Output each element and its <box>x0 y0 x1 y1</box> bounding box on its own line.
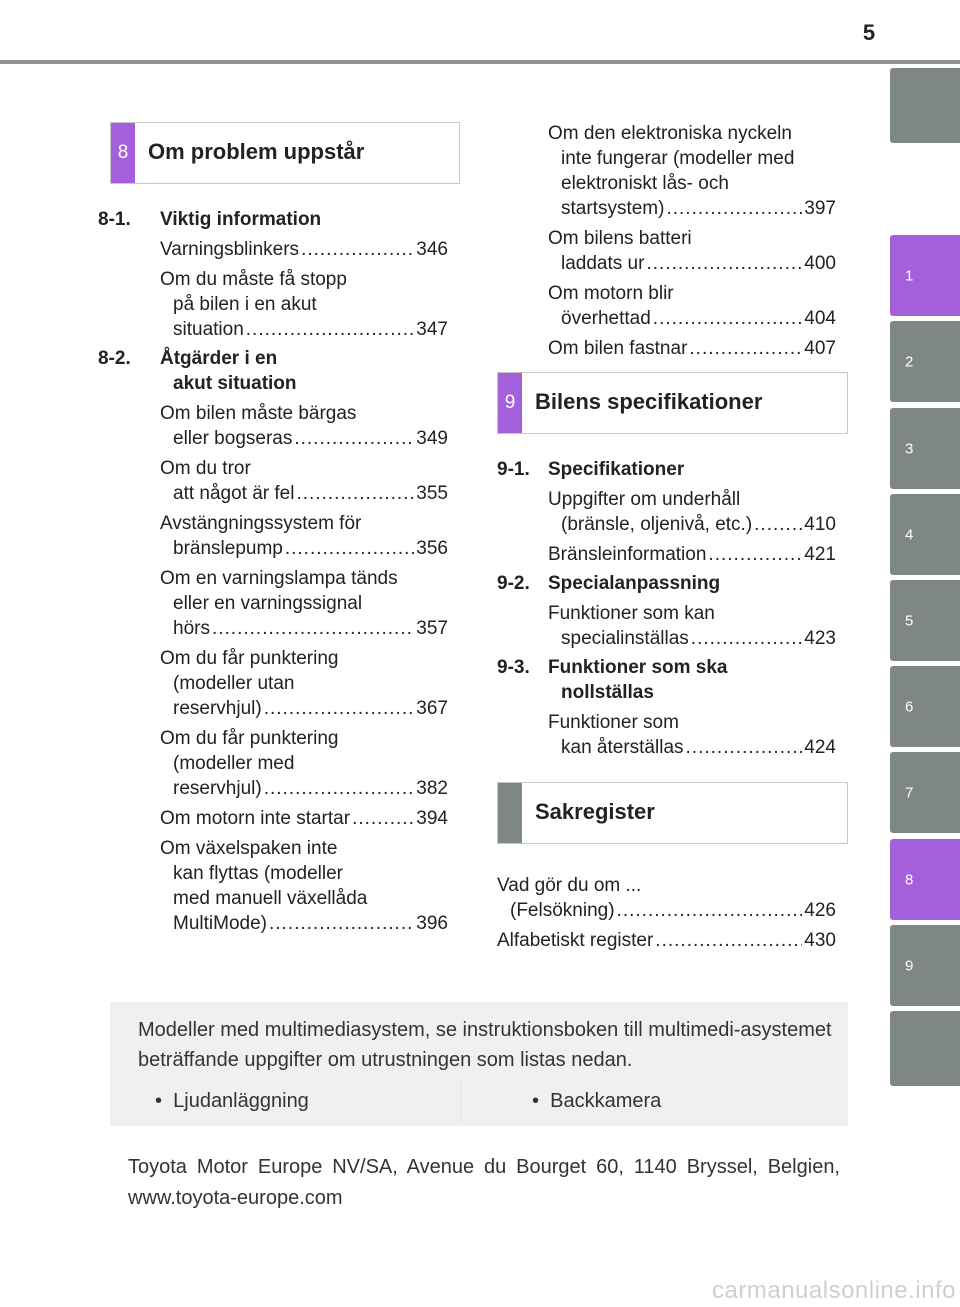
note-divider <box>460 1080 461 1122</box>
dot-leader <box>294 426 414 451</box>
toc-entry[interactable] <box>98 726 448 801</box>
toc-page-number: 424 <box>804 737 836 758</box>
section-8-continued-entries <box>486 121 836 361</box>
subsection-8-2-entries <box>98 401 448 936</box>
chapter-tab-4[interactable] <box>890 494 960 575</box>
toc-entry-text: Funktioner som <box>548 712 679 733</box>
toc-entry-text: Om bilens batteri <box>548 228 692 249</box>
toc-entry-text: specialinställas <box>561 628 689 649</box>
subsection-title: Specialanpassning <box>548 573 721 594</box>
note-text: Modeller med multimediasystem, se instruktionsboken till multimedi-asystemet beträffande uppgifter om utrustningen som listas nedan. <box>138 1019 832 1071</box>
toc-entry-text: eller en varningssignal <box>173 593 363 614</box>
toc-entry-text: Vad gör du om ... <box>497 875 642 896</box>
toc-entry-text: Om du tror <box>160 458 251 479</box>
chapter-tab-6[interactable] <box>890 666 960 747</box>
toc-entry[interactable] <box>486 226 836 276</box>
toc-page-number: 346 <box>416 239 448 260</box>
toc-entry[interactable] <box>98 646 448 721</box>
chapter-tab-label: 2 <box>905 353 914 370</box>
toc-page-number: 407 <box>804 338 836 359</box>
chapter-tab-label: 6 <box>905 698 914 715</box>
toc-entry-text: startsystem) <box>561 198 665 219</box>
dot-leader <box>352 806 414 831</box>
toc-entry-text: Om du får punktering <box>160 728 339 749</box>
toc-entry-text: Om motorn inte startar <box>160 808 351 829</box>
toc-entry-text: MultiMode) <box>173 913 267 934</box>
subsection-9-2-entries <box>497 601 836 651</box>
dot-leader <box>296 481 414 506</box>
toc-page-number: 410 <box>804 514 836 535</box>
dot-leader <box>655 928 802 953</box>
toc-page-number: 400 <box>804 253 836 274</box>
chapter-tab-2[interactable] <box>890 321 960 402</box>
publisher-footer: Toyota Motor Europe NV/SA, Avenue du Bourget 60, 1140 Bryssel, Belgien, www.toyota-europe.com <box>128 1156 840 1209</box>
toc-page-number: 426 <box>804 900 836 921</box>
toc-entry[interactable] <box>486 336 836 361</box>
subsection-8-1[interactable] <box>98 207 448 232</box>
toc-entry[interactable] <box>98 456 448 506</box>
toc-entry-text: (bränsle, oljenivå, etc.) <box>561 514 753 535</box>
toc-entry-text: Om växelspaken inte <box>160 838 338 859</box>
toc-page-number: 347 <box>416 319 448 340</box>
toc-entry[interactable] <box>497 710 836 760</box>
subsection-title-line: akut situation <box>173 373 297 394</box>
subsection-title-line: Åtgärder i en <box>160 348 278 369</box>
dot-leader <box>708 542 802 567</box>
toc-entry[interactable] <box>497 873 836 923</box>
toc-entry-text: överhettad <box>561 308 651 329</box>
toc-page-number: 423 <box>804 628 836 649</box>
dot-leader <box>617 898 803 923</box>
toc-entry-text: att något är fel <box>173 483 295 504</box>
toc-entry-text: Om bilen måste bärgas <box>160 403 357 424</box>
toc-page-number: 396 <box>416 913 448 934</box>
subsection-9-1-entries <box>497 487 836 567</box>
toc-entry-text: Avstängningssystem för <box>160 513 362 534</box>
watermark: carmanualsonline.info <box>712 1277 956 1304</box>
subsection-8-1-entries <box>98 237 448 342</box>
subsection-title: Viktig information <box>160 209 322 230</box>
toc-page-number: 382 <box>416 778 448 799</box>
section-9-number: 9 <box>504 392 516 413</box>
toc-page-number: 430 <box>804 930 836 951</box>
toc-entry-text: Om bilen fastnar <box>548 338 688 359</box>
toc-entry[interactable] <box>497 601 836 651</box>
toc-entry-text: Om motorn blir <box>548 283 674 304</box>
section-8-header <box>110 122 460 184</box>
toc-entry[interactable] <box>486 281 836 331</box>
subsection-9-2[interactable] <box>497 571 836 596</box>
chapter-tab-label: 8 <box>905 871 914 888</box>
section-8-number: 8 <box>117 142 129 163</box>
toc-entry-text: på bilen i en akut <box>173 294 317 315</box>
chapter-tab-9[interactable] <box>890 925 960 1006</box>
toc-page-number: 394 <box>416 808 448 829</box>
toc-entry-text: Uppgifter om underhåll <box>548 489 741 510</box>
dot-leader <box>646 251 802 276</box>
toc-left-column <box>98 207 448 936</box>
subsection-8-2[interactable] <box>98 346 448 396</box>
toc-entry[interactable] <box>497 487 836 537</box>
dot-leader <box>269 911 414 936</box>
toc-entry-text: reservhjul) <box>173 698 262 719</box>
toc-entry-text: Om en varningslampa tänds <box>160 568 398 589</box>
toc-entry-text: Alfabetiskt register <box>497 930 654 951</box>
note-bullet-audio: • Ljudanläggning <box>155 1090 309 1112</box>
chapter-tab-blank[interactable] <box>890 1011 960 1086</box>
chapter-tab-label: 5 <box>905 612 914 629</box>
chapter-tab-blank[interactable] <box>890 68 960 143</box>
toc-entry-text: Om du får punktering <box>160 648 339 669</box>
toc-page-number: 421 <box>804 544 836 565</box>
toc-page-number: 357 <box>416 618 448 639</box>
subsection-9-3-entries <box>497 710 836 760</box>
chapter-tab-label: 4 <box>905 526 914 543</box>
toc-entry-text: Om du måste få stopp <box>160 269 347 290</box>
note-bullet-label: Ljudanläggning <box>173 1090 309 1112</box>
header-rule <box>0 60 960 64</box>
chapter-tab-3[interactable] <box>890 408 960 489</box>
dot-leader <box>666 196 802 221</box>
toc-entry-text: inte fungerar (modeller med <box>561 148 795 169</box>
toc-entry[interactable] <box>497 928 836 953</box>
toc-entry-text: elektroniskt lås- och <box>561 173 729 194</box>
toc-entry-text: (Felsökning) <box>510 900 615 921</box>
toc-entry-text: med manuell växellåda <box>173 888 368 909</box>
toc-entry-text: bränslepump <box>173 538 283 559</box>
toc-entry[interactable] <box>486 121 836 221</box>
subsection-number: 9-1. <box>497 459 530 480</box>
toc-entry[interactable] <box>98 511 448 561</box>
index-section-header <box>497 782 848 844</box>
subsection-9-1[interactable] <box>497 457 836 482</box>
dot-leader <box>264 696 415 721</box>
toc-page-number: 356 <box>416 538 448 559</box>
subsection-title-line: Funktioner som ska <box>548 657 728 678</box>
chapter-tab-label: 7 <box>905 784 914 801</box>
chapter-tab-1[interactable] <box>890 235 960 316</box>
dot-leader <box>264 776 415 801</box>
multimedia-note-box <box>110 1002 848 1126</box>
toc-entry-text: hörs <box>173 618 210 639</box>
chapter-tab-label: 1 <box>905 267 914 284</box>
toc-entry[interactable] <box>497 542 836 567</box>
dot-leader <box>689 336 802 361</box>
toc-entry[interactable] <box>98 401 448 451</box>
dot-leader <box>754 512 802 537</box>
subsection-title-line: nollställas <box>561 682 654 703</box>
toc-entry-text: eller bogseras <box>173 428 293 449</box>
toc-section-9 <box>497 457 836 760</box>
section-8-title: Om problem uppstår <box>148 139 365 164</box>
toc-entry[interactable] <box>98 267 448 342</box>
chapter-tab-label: 9 <box>905 957 914 974</box>
toc-entry-text: (modeller utan <box>173 673 295 694</box>
dot-leader <box>691 626 803 651</box>
toc-right-column <box>486 116 836 361</box>
subsection-title: Specifikationer <box>548 459 685 480</box>
toc-entry-text: kan återställas <box>561 737 684 758</box>
note-bullet-camera: • Backkamera <box>532 1090 662 1112</box>
chapter-tab-8[interactable] <box>890 839 960 920</box>
toc-page-number: 355 <box>416 483 448 504</box>
toc-entry-text: Funktioner som kan <box>548 603 715 624</box>
dot-leader <box>301 237 414 262</box>
section-9-header <box>497 372 848 434</box>
chapter-tab-label: 3 <box>905 440 914 457</box>
toc-page-number: 397 <box>804 198 836 219</box>
toc-entry-text: Varningsblinkers <box>160 239 300 260</box>
subsection-9-3[interactable] <box>497 655 836 705</box>
index-section-title: Sakregister <box>535 799 655 824</box>
toc-entry-text: laddats ur <box>561 253 645 274</box>
toc-entry-text: (modeller med <box>173 753 295 774</box>
note-bullet-label: Backkamera <box>550 1090 662 1112</box>
toc-page-number: 404 <box>804 308 836 329</box>
toc-entry-text: kan flyttas (modeller <box>173 863 344 884</box>
chapter-tab-5[interactable] <box>890 580 960 661</box>
dot-leader <box>686 735 803 760</box>
toc-entry-text: reservhjul) <box>173 778 262 799</box>
chapter-tab-7[interactable] <box>890 752 960 833</box>
subsection-number: 8-2. <box>98 348 131 369</box>
toc-index <box>497 868 836 953</box>
dot-leader <box>653 306 803 331</box>
toc-entry-text: Om den elektroniska nyckeln <box>548 123 792 144</box>
toc-page-number: 349 <box>416 428 448 449</box>
toc-page-number: 367 <box>416 698 448 719</box>
toc-entry[interactable] <box>98 237 448 262</box>
subsection-number: 8-1. <box>98 209 131 230</box>
section-9-title: Bilens specifikationer <box>535 389 763 414</box>
page-number: 5 <box>862 20 876 45</box>
toc-entry-text: Bränsleinformation <box>548 544 707 565</box>
toc-entry[interactable] <box>98 806 448 831</box>
toc-entry[interactable] <box>98 836 448 936</box>
subsection-number: 9-3. <box>497 657 530 678</box>
index-section-bar <box>498 783 522 843</box>
dot-leader <box>285 536 414 561</box>
toc-entry-text: situation <box>173 319 244 340</box>
dot-leader <box>212 616 414 641</box>
subsection-number: 9-2. <box>497 573 530 594</box>
toc-entry[interactable] <box>98 566 448 641</box>
dot-leader <box>246 317 415 342</box>
index-entries <box>497 873 836 953</box>
